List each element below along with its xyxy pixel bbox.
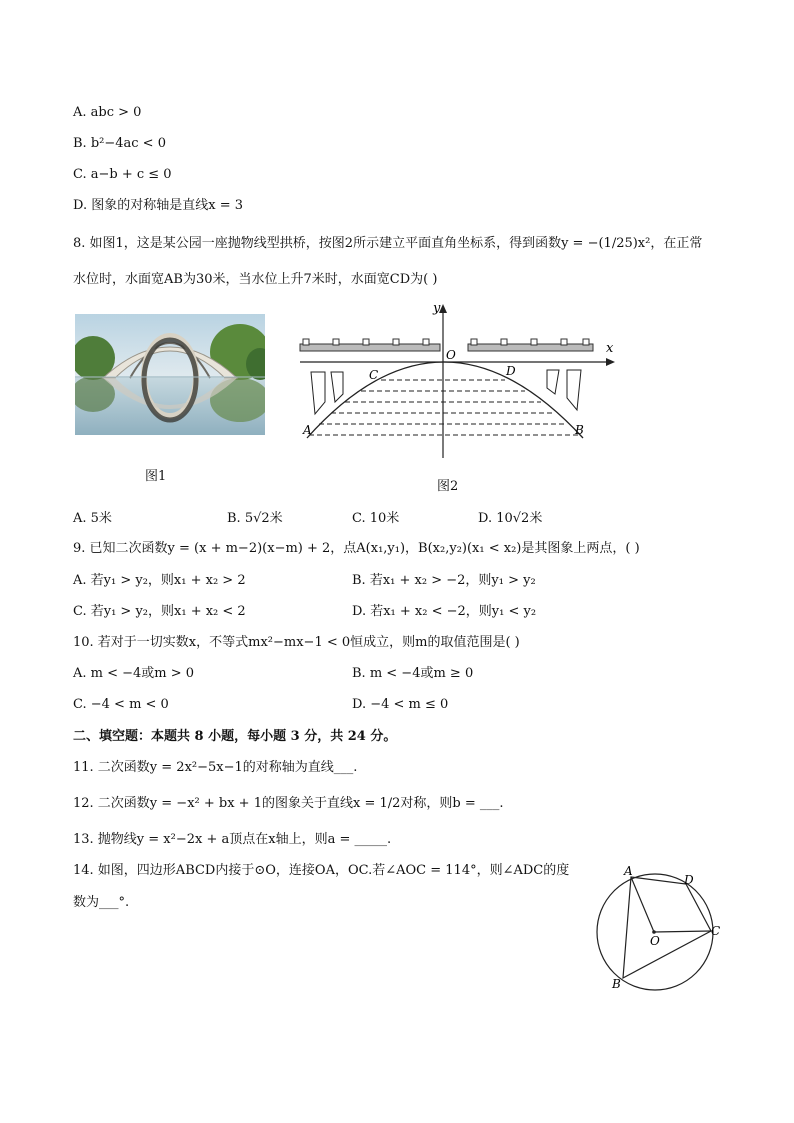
circle-center-label: O [650,934,660,948]
x-axis-label: x [606,341,614,356]
q13-stem: 13. 抛物线y = x²−2x + a顶点在x轴上，则a = _____. [73,832,392,847]
circle-point-a: A [624,864,633,878]
q7-option-b: B. b²−4ac < 0 [73,136,166,151]
point-d-label: D [506,364,516,378]
q9-option-a: A. 若y₁ > y₂，则x₁ + x₂ > 2 [73,573,246,588]
q9-stem: 9. 已知二次函数y = (x + m−2)(x−m) + 2，点A(x₁,y₁)，B(x₂,y₂)(x₁ < x₂)是其图象上两点，( ) [73,541,640,556]
circle-point-c: C [711,924,721,938]
q11-stem: 11. 二次函数y = 2x²−5x−1的对称轴为直线___. [73,760,358,775]
q8-option-c: C. 10米 [352,511,400,526]
q8-option-d: D. 10√2米 [478,511,543,526]
q14-stem-line2: 数为___°. [73,895,130,910]
y-axis-label: y [433,301,441,316]
circle-point-b: B [612,977,621,991]
q9-option-d: D. 若x₁ + x₂ < −2，则y₁ < y₂ [352,604,537,619]
q8-option-b: B. 5√2米 [227,511,283,526]
q8-stem-line2: 水位时，水面宽AB为30米，当水位上升7米时，水面宽CD为( ) [73,272,438,287]
circle-point-d: D [684,873,694,887]
q10-option-b: B. m < −4或m ≥ 0 [352,666,474,681]
q7-option-a: A. abc > 0 [73,105,142,120]
q10-option-a: A. m < −4或m > 0 [73,666,195,681]
figure1-caption: 图1 [145,469,167,484]
figure2-caption: 图2 [437,479,459,494]
q12-stem: 12. 二次函数y = −x² + bx + 1的图象关于直线x = 1/2对称，则b = ___. [73,796,504,811]
q7-option-d: D. 图象的对称轴是直线x = 3 [73,198,243,213]
q7-option-c: C. a−b + c ≤ 0 [73,167,172,182]
q14-stem-line1: 14. 如图，四边形ABCD内接于⊙O，连接OA，OC.若∠AOC = 114°，则∠ADC的度 [73,863,570,878]
q10-option-c: C. −4 < m < 0 [73,697,169,712]
q8-stem-line1: 8. 如图1，这是某公园一座抛物线型拱桥，按图2所示建立平面直角坐标系，得到函数y = −(1/25)x²，在正常 [73,236,703,251]
point-a-label: A [303,423,312,437]
origin-label: O [446,348,456,362]
q9-option-b: B. 若x₁ + x₂ > −2，则y₁ > y₂ [352,573,536,588]
q9-option-c: C. 若y₁ > y₂，则x₁ + x₂ < 2 [73,604,246,619]
q10-stem: 10. 若对于一切实数x，不等式mx²−mx−1 < 0恒成立，则m的取值范围是( ) [73,635,520,650]
point-c-label: C [369,368,379,382]
section-2-heading: 二、填空题：本题共 8 小题，每小题 3 分，共 24 分。 [73,729,397,744]
point-b-label: B [575,423,584,437]
bridge-photo [75,314,265,435]
inscribed-quadrilateral-diagram [590,862,730,994]
parabola-diagram [295,298,625,463]
q10-option-d: D. −4 < m ≤ 0 [352,697,449,712]
q8-option-a: A. 5米 [73,511,112,526]
